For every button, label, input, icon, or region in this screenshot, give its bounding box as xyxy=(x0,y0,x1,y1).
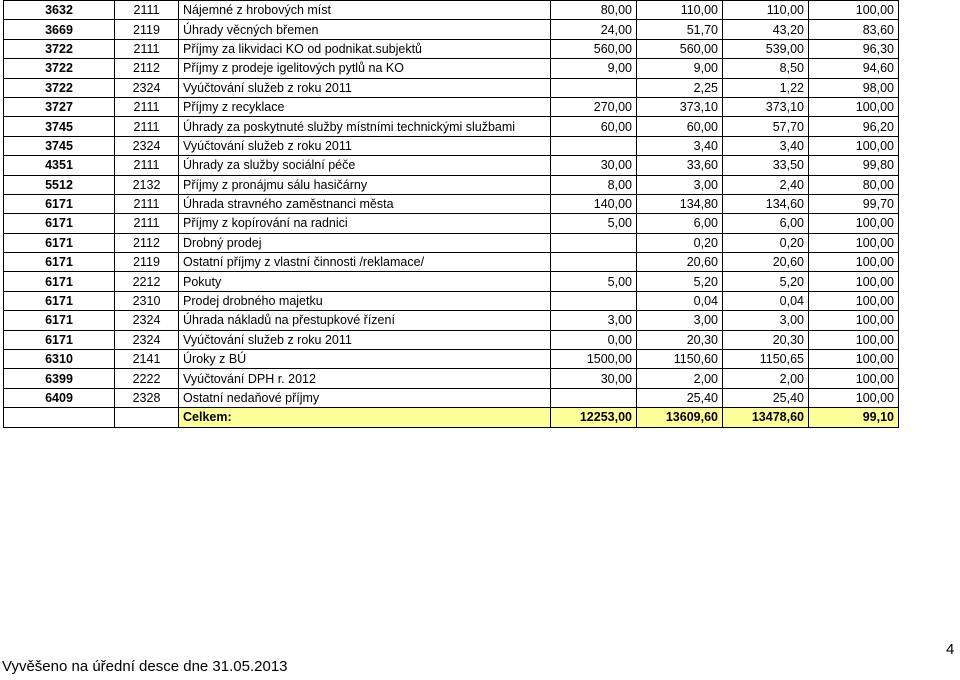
table-row xyxy=(4,1,899,20)
item-code-cell: 2132 xyxy=(115,175,179,194)
approved-budget-cell: 80,00 xyxy=(551,1,637,20)
table-row xyxy=(4,117,899,136)
actual-cell: 2,00 xyxy=(723,369,809,388)
adjusted-budget-cell: 20,60 xyxy=(637,253,723,272)
item-code-cell: 2119 xyxy=(115,253,179,272)
percent-cell: 100,00 xyxy=(809,136,899,155)
actual-cell: 6,00 xyxy=(723,214,809,233)
total-approved-budget: 12253,00 xyxy=(551,408,637,427)
percent-cell: 98,00 xyxy=(809,78,899,97)
paragraph-cell: 5512 xyxy=(4,175,115,194)
actual-cell: 20,60 xyxy=(723,253,809,272)
paragraph-cell: 6310 xyxy=(4,350,115,369)
approved-budget-cell: 140,00 xyxy=(551,194,637,213)
paragraph-cell: 6399 xyxy=(4,369,115,388)
approved-budget-cell: 30,00 xyxy=(551,369,637,388)
actual-cell: 1150,65 xyxy=(723,350,809,369)
paragraph-cell: 3745 xyxy=(4,136,115,155)
adjusted-budget-cell: 3,00 xyxy=(637,175,723,194)
paragraph-cell: 6171 xyxy=(4,253,115,272)
paragraph-cell: 3745 xyxy=(4,117,115,136)
table-row xyxy=(4,350,899,369)
total-adjusted-budget: 13609,60 xyxy=(637,408,723,427)
item-code-cell: 2310 xyxy=(115,291,179,310)
actual-cell: 539,00 xyxy=(723,39,809,58)
paragraph-cell: 6171 xyxy=(4,330,115,349)
approved-budget-cell xyxy=(551,136,637,155)
adjusted-budget-cell: 134,80 xyxy=(637,194,723,213)
approved-budget-cell xyxy=(551,253,637,272)
table-row xyxy=(4,156,899,175)
item-name-cell: Úhrada nákladů na přestupkové řízení xyxy=(179,311,551,330)
percent-cell: 100,00 xyxy=(809,1,899,20)
actual-cell: 20,30 xyxy=(723,330,809,349)
adjusted-budget-cell: 3,00 xyxy=(637,311,723,330)
item-code-cell: 2111 xyxy=(115,117,179,136)
item-code-cell: 2324 xyxy=(115,136,179,155)
actual-cell: 33,50 xyxy=(723,156,809,175)
table-row xyxy=(4,39,899,58)
adjusted-budget-cell: 9,00 xyxy=(637,59,723,78)
table-row xyxy=(4,291,899,310)
table-row xyxy=(4,272,899,291)
item-code-cell: 2328 xyxy=(115,388,179,407)
actual-cell: 373,10 xyxy=(723,97,809,116)
item-code-cell: 2111 xyxy=(115,214,179,233)
adjusted-budget-cell: 110,00 xyxy=(637,1,723,20)
percent-cell: 100,00 xyxy=(809,291,899,310)
percent-cell: 99,80 xyxy=(809,156,899,175)
table-row xyxy=(4,59,899,78)
item-name-cell: Úhrada stravného zaměstnanci města xyxy=(179,194,551,213)
total-row xyxy=(4,408,899,427)
table-row xyxy=(4,311,899,330)
item-name-cell: Příjmy za likvidaci KO od podnikat.subjektů xyxy=(179,39,551,58)
item-name-cell: Pokuty xyxy=(179,272,551,291)
adjusted-budget-cell: 5,20 xyxy=(637,272,723,291)
item-code-cell: 2112 xyxy=(115,233,179,252)
item-code-cell: 2324 xyxy=(115,78,179,97)
item-name-cell: Vyúčtování služeb z roku 2011 xyxy=(179,136,551,155)
adjusted-budget-cell: 20,30 xyxy=(637,330,723,349)
paragraph-cell: 3727 xyxy=(4,97,115,116)
actual-cell: 0,20 xyxy=(723,233,809,252)
approved-budget-cell: 270,00 xyxy=(551,97,637,116)
approved-budget-cell xyxy=(551,78,637,97)
approved-budget-cell: 60,00 xyxy=(551,117,637,136)
item-code-cell: 2111 xyxy=(115,156,179,175)
table-row xyxy=(4,78,899,97)
table-row xyxy=(4,233,899,252)
item-code-cell: 2324 xyxy=(115,311,179,330)
percent-cell: 83,60 xyxy=(809,20,899,39)
item-code-cell: 2212 xyxy=(115,272,179,291)
table-row xyxy=(4,175,899,194)
adjusted-budget-cell: 60,00 xyxy=(637,117,723,136)
paragraph-cell: 6409 xyxy=(4,388,115,407)
actual-cell: 2,40 xyxy=(723,175,809,194)
budget-table-body xyxy=(4,1,899,428)
approved-budget-cell: 9,00 xyxy=(551,59,637,78)
item-name-cell: Ostatní nedaňové příjmy xyxy=(179,388,551,407)
approved-budget-cell xyxy=(551,388,637,407)
paragraph-cell: 6171 xyxy=(4,233,115,252)
paragraph-cell: 4351 xyxy=(4,156,115,175)
actual-cell: 110,00 xyxy=(723,1,809,20)
actual-cell: 43,20 xyxy=(723,20,809,39)
actual-cell: 3,00 xyxy=(723,311,809,330)
approved-budget-cell: 30,00 xyxy=(551,156,637,175)
item-name-cell: Příjmy z recyklace xyxy=(179,97,551,116)
paragraph-cell: 3632 xyxy=(4,1,115,20)
paragraph-cell: 3722 xyxy=(4,78,115,97)
posting-notice: Vyvěšeno na úřední desce dne 31.05.2013 xyxy=(2,658,288,675)
table-row xyxy=(4,369,899,388)
percent-cell: 100,00 xyxy=(809,253,899,272)
percent-cell: 94,60 xyxy=(809,59,899,78)
approved-budget-cell: 5,00 xyxy=(551,272,637,291)
paragraph-cell: 6171 xyxy=(4,311,115,330)
adjusted-budget-cell: 560,00 xyxy=(637,39,723,58)
approved-budget-cell xyxy=(551,291,637,310)
item-code-cell: 2111 xyxy=(115,97,179,116)
total-actual: 13478,60 xyxy=(723,408,809,427)
actual-cell: 57,70 xyxy=(723,117,809,136)
percent-cell: 100,00 xyxy=(809,214,899,233)
item-name-cell: Prodej drobného majetku xyxy=(179,291,551,310)
paragraph-cell: 3669 xyxy=(4,20,115,39)
percent-cell: 100,00 xyxy=(809,311,899,330)
table-row xyxy=(4,253,899,272)
item-code-cell: 2324 xyxy=(115,330,179,349)
item-name-cell: Příjmy z prodeje igelitových pytlů na KO xyxy=(179,59,551,78)
adjusted-budget-cell: 1150,60 xyxy=(637,350,723,369)
percent-cell: 96,30 xyxy=(809,39,899,58)
approved-budget-cell: 1500,00 xyxy=(551,350,637,369)
approved-budget-cell: 3,00 xyxy=(551,311,637,330)
table-row xyxy=(4,330,899,349)
actual-cell: 8,50 xyxy=(723,59,809,78)
total-blank-cell xyxy=(115,408,179,427)
item-name-cell: Úhrady za poskytnuté služby místními technickými službami xyxy=(179,117,551,136)
percent-cell: 100,00 xyxy=(809,330,899,349)
item-code-cell: 2141 xyxy=(115,350,179,369)
item-code-cell: 2112 xyxy=(115,59,179,78)
actual-cell: 3,40 xyxy=(723,136,809,155)
total-blank-cell xyxy=(4,408,115,427)
actual-cell: 5,20 xyxy=(723,272,809,291)
table-row xyxy=(4,97,899,116)
percent-cell: 100,00 xyxy=(809,388,899,407)
item-name-cell: Příjmy z kopírování na radnici xyxy=(179,214,551,233)
actual-cell: 0,04 xyxy=(723,291,809,310)
item-code-cell: 2111 xyxy=(115,194,179,213)
paragraph-cell: 3722 xyxy=(4,59,115,78)
item-code-cell: 2111 xyxy=(115,1,179,20)
adjusted-budget-cell: 0,20 xyxy=(637,233,723,252)
adjusted-budget-cell: 51,70 xyxy=(637,20,723,39)
item-name-cell: Úhrady za služby sociální péče xyxy=(179,156,551,175)
total-percent: 99,10 xyxy=(809,408,899,427)
adjusted-budget-cell: 3,40 xyxy=(637,136,723,155)
percent-cell: 80,00 xyxy=(809,175,899,194)
approved-budget-cell xyxy=(551,233,637,252)
percent-cell: 100,00 xyxy=(809,233,899,252)
adjusted-budget-cell: 2,25 xyxy=(637,78,723,97)
budget-table xyxy=(3,0,899,428)
item-name-cell: Úroky z BÚ xyxy=(179,350,551,369)
item-code-cell: 2111 xyxy=(115,39,179,58)
item-name-cell: Nájemné z hrobových míst xyxy=(179,1,551,20)
table-row xyxy=(4,194,899,213)
adjusted-budget-cell: 25,40 xyxy=(637,388,723,407)
table-row xyxy=(4,214,899,233)
percent-cell: 99,70 xyxy=(809,194,899,213)
item-code-cell: 2119 xyxy=(115,20,179,39)
table-row xyxy=(4,20,899,39)
table-row xyxy=(4,388,899,407)
item-name-cell: Vyúčtování DPH r. 2012 xyxy=(179,369,551,388)
item-name-cell: Ostatní příjmy z vlastní činnosti /reklamace/ xyxy=(179,253,551,272)
adjusted-budget-cell: 6,00 xyxy=(637,214,723,233)
approved-budget-cell: 5,00 xyxy=(551,214,637,233)
total-label: Celkem: xyxy=(179,408,551,427)
item-name-cell: Vyúčtování služeb z roku 2011 xyxy=(179,330,551,349)
approved-budget-cell: 8,00 xyxy=(551,175,637,194)
percent-cell: 96,20 xyxy=(809,117,899,136)
actual-cell: 134,60 xyxy=(723,194,809,213)
paragraph-cell: 6171 xyxy=(4,214,115,233)
item-name-cell: Úhrady věcných břemen xyxy=(179,20,551,39)
paragraph-cell: 6171 xyxy=(4,272,115,291)
item-name-cell: Vyúčtování služeb z roku 2011 xyxy=(179,78,551,97)
adjusted-budget-cell: 2,00 xyxy=(637,369,723,388)
item-name-cell: Příjmy z pronájmu sálu hasičárny xyxy=(179,175,551,194)
table-row xyxy=(4,136,899,155)
item-name-cell: Drobný prodej xyxy=(179,233,551,252)
actual-cell: 25,40 xyxy=(723,388,809,407)
approved-budget-cell: 24,00 xyxy=(551,20,637,39)
paragraph-cell: 6171 xyxy=(4,194,115,213)
approved-budget-cell: 0,00 xyxy=(551,330,637,349)
percent-cell: 100,00 xyxy=(809,369,899,388)
percent-cell: 100,00 xyxy=(809,97,899,116)
paragraph-cell: 3722 xyxy=(4,39,115,58)
item-code-cell: 2222 xyxy=(115,369,179,388)
percent-cell: 100,00 xyxy=(809,272,899,291)
page-number: 4 xyxy=(946,641,955,658)
adjusted-budget-cell: 33,60 xyxy=(637,156,723,175)
actual-cell: 1,22 xyxy=(723,78,809,97)
adjusted-budget-cell: 373,10 xyxy=(637,97,723,116)
paragraph-cell: 6171 xyxy=(4,291,115,310)
adjusted-budget-cell: 0,04 xyxy=(637,291,723,310)
approved-budget-cell: 560,00 xyxy=(551,39,637,58)
percent-cell: 100,00 xyxy=(809,350,899,369)
